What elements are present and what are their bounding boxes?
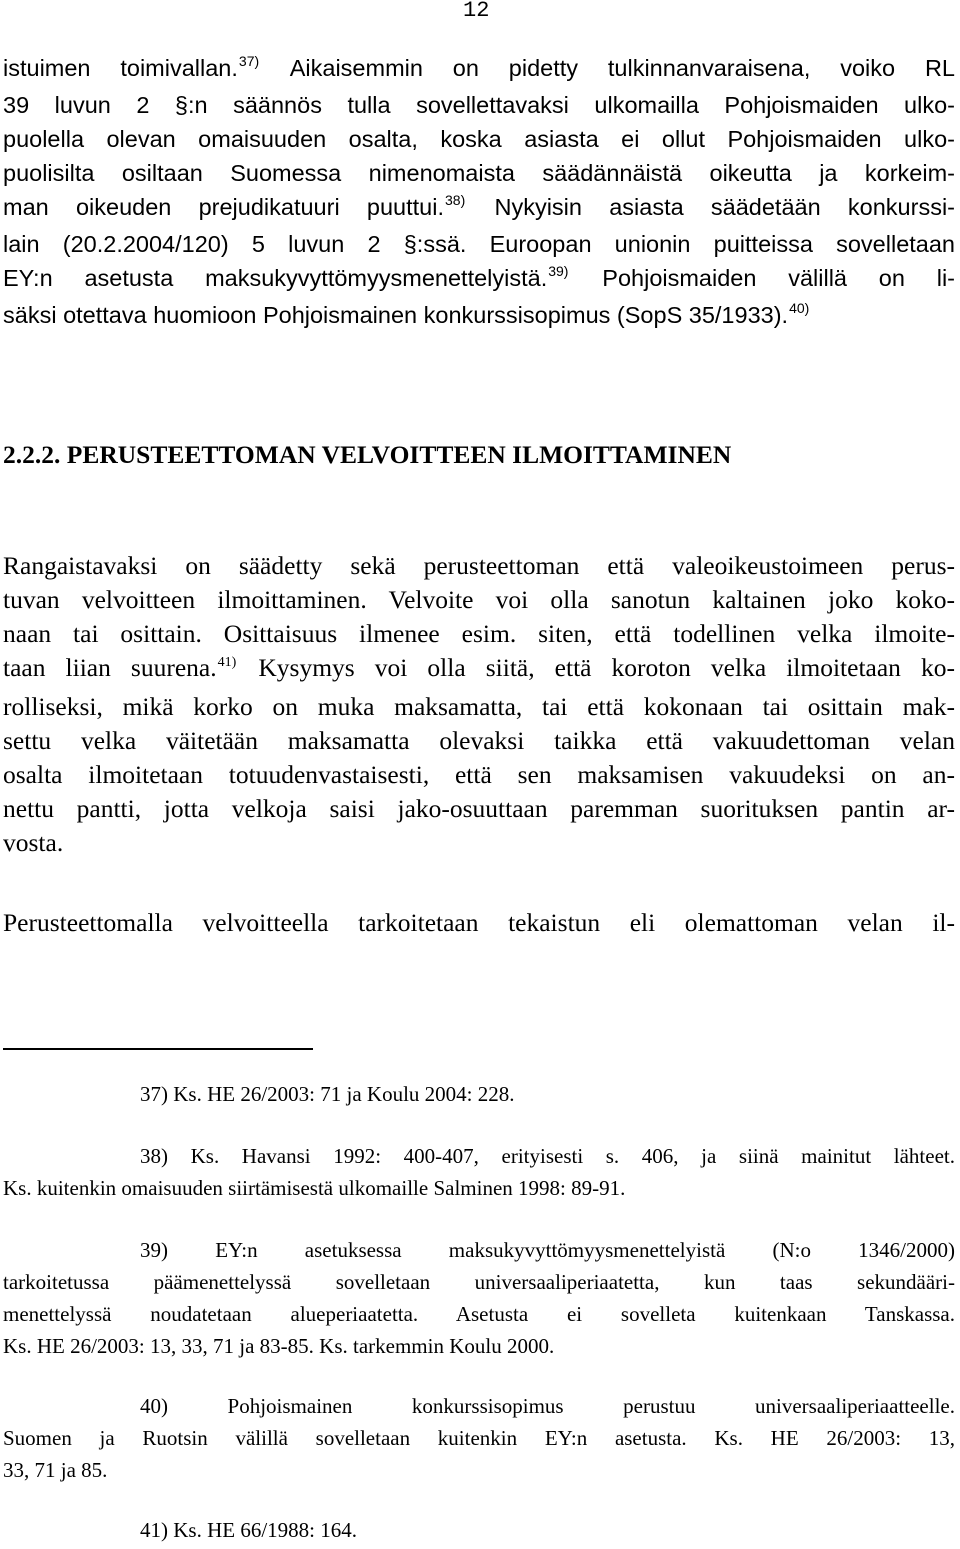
- paragraph-2: [3, 549, 955, 860]
- footnote-ref-37[interactable]: 37): [238, 53, 260, 69]
- text-line: säksi otettava huomioon Pohjoismainen konkurssisopimus (SopS 35/1933).$^{40)}$: [3, 300, 810, 328]
- text-line: Rangaistavaksi on säädetty sekä perusteettoman että valeoikeustoimeen perus-: [3, 551, 955, 580]
- footnote-line: 37) Ks. HE 26/2003: 71 ja Koulu 2004: 228.: [140, 1082, 515, 1106]
- footnote-ref-39[interactable]: 39): [548, 263, 569, 279]
- footnote-divider: [3, 1048, 313, 1050]
- text-line: man oikeuden prejudikatuuri puuttui.$^{38)}$ Nykyisin asiasta säädetään konkurssi-: [3, 192, 955, 220]
- footnote-38: [3, 1140, 955, 1204]
- section-heading: 2.2.2. PERUSTEETTOMAN VELVOITTEEN ILMOITTAMINEN: [3, 440, 732, 469]
- footnote-line: 39) EY:n asetuksessa maksukyvyttömyysmenettelyistä (N:o 1346/2000): [140, 1238, 955, 1262]
- text-line: EY:n asetusta maksukyvyttömyysmenettelyistä.$^{39)}$ Pohjoismaiden välillä on li-: [3, 263, 956, 291]
- text-line: nettu pantti, jotta velkoja saisi jako-osuuttaan paremman suorituksen pantin ar-: [3, 794, 955, 823]
- footnote-40: [3, 1390, 955, 1486]
- footnote-41: [3, 1514, 955, 1546]
- footnote-ref-40[interactable]: 40): [789, 300, 810, 316]
- text-line: taan liian suurena.$^{41)}$ Kysymys voi olla siitä, että koroton velka ilmoitetaan ko-: [3, 653, 955, 682]
- text-line: tuvan velvoitteen ilmoittaminen. Velvoite voi olla sanotun kaltainen joko koko-: [3, 585, 955, 614]
- footnote-line: Ks. HE 26/2003: 13, 33, 71 ja 83-85. Ks. tarkemmin Koulu 2000.: [3, 1334, 555, 1358]
- paragraph-3: [3, 906, 955, 940]
- footnote-ref-38[interactable]: 38): [445, 192, 466, 208]
- footnote-line: menettelyssä noudatetaan alueperiaatetta. Asetusta ei sovelleta kuitenkaan Tanskassa.: [3, 1302, 955, 1326]
- footnote-line: 33, 71 ja 85.: [3, 1458, 108, 1482]
- text-line: Perusteettomalla velvoitteella tarkoitetaan tekaistun eli olemattoman velan il-: [3, 908, 955, 937]
- text-line: vosta.: [3, 828, 64, 857]
- text-line: settu velka väitetään maksamatta olevaksi taikka että vakuudettoman velan: [3, 726, 955, 755]
- footnote-line: tarkoitetussa päämenettelyssä sovelletaan universaaliperiaatetta, kun taas sekundääri-: [3, 1270, 955, 1294]
- text-line: osalta ilmoitetaan totuudenvastaisesti, että sen maksamisen vakuudeksi on an-: [3, 760, 955, 789]
- text-line: puolisilta osiltaan Suomessa nimenomaista säädännäistä oikeutta ja korkeim-: [3, 160, 955, 186]
- text-line: naan tai osittain. Osittaisuus ilmenee esim. siten, että todellinen velka ilmoite-: [3, 619, 955, 648]
- text-line: istuimen toimivallan.$^{37)}$ Aikaisemmin on pidetty tulkinnanvaraisena, voiko RL: [3, 53, 955, 81]
- paragraph-1: [3, 51, 955, 335]
- footnote-line: Suomen ja Ruotsin välillä sovelletaan kuitenkin EY:n asetusta. Ks. HE 26/2003: 13,: [3, 1426, 955, 1450]
- page-number: 12: [463, 0, 490, 23]
- footnote-ref-41[interactable]: 41): [217, 655, 237, 670]
- footnote-line: Ks. kuitenkin omaisuuden siirtämisestä ulkomaille Salminen 1998: 89-91.: [3, 1176, 626, 1200]
- footnote-line: 41) Ks. HE 66/1988: 164.: [140, 1518, 357, 1542]
- text-line: 39 luvun 2 §:n säännös tulla sovellettavaksi ulkomailla Pohjoismaiden ulko-: [3, 92, 955, 118]
- text-line: lain (20.2.2004/120) 5 luvun 2 §:ssä. Euroopan unionin puitteissa sovelletaan: [3, 231, 955, 257]
- text-line: rolliseksi, mikä korko on muka maksamatta, tai että kokonaan tai osittain mak-: [3, 692, 955, 721]
- footnote-39: [3, 1234, 955, 1362]
- footnote-line: 38) Ks. Havansi 1992: 400-407, erityisesti s. 406, ja siinä mainitut lähteet.: [140, 1144, 955, 1168]
- text-line: puolella olevan omaisuuden osalta, koska asiasta ei ollut Pohjoismaiden ulko-: [3, 126, 955, 152]
- footnote-line: 40) Pohjoismainen konkurssisopimus perustuu universaaliperiaatteelle.: [140, 1394, 955, 1418]
- footnote-37: [3, 1078, 955, 1110]
